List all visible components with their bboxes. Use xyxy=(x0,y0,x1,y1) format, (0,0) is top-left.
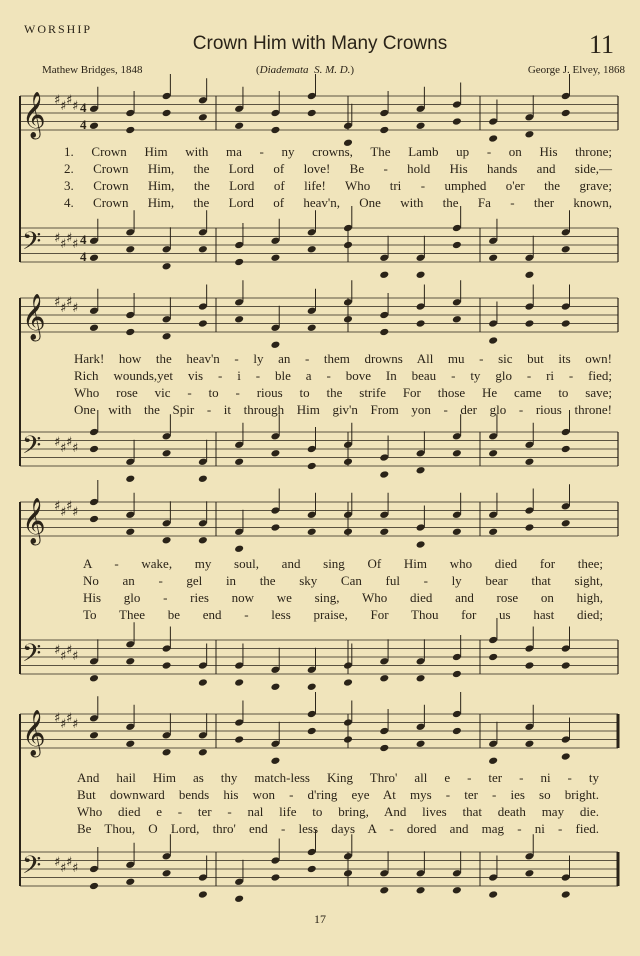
time-signature: 4 xyxy=(80,100,87,115)
note-head xyxy=(524,457,534,466)
note-head xyxy=(379,886,389,895)
note-head xyxy=(307,527,317,536)
lyric-line: Who died e - ter - nal life to bring, And lives that death may die. xyxy=(77,804,599,819)
lyrics-system-2 xyxy=(74,350,612,418)
note-head xyxy=(234,735,244,744)
note-head xyxy=(198,536,208,545)
sharp-icon: ♯ xyxy=(60,861,67,876)
note-head xyxy=(234,894,244,903)
tune-name: Diademata xyxy=(259,64,309,76)
note-head xyxy=(307,323,317,332)
note-head xyxy=(125,877,135,886)
section-label: WORSHIP xyxy=(24,22,93,36)
note-head xyxy=(416,270,426,279)
note-head xyxy=(561,890,571,899)
page-number: 17 xyxy=(314,912,326,926)
note-head xyxy=(270,873,280,882)
lyric-line: And hail Him as thy match-less King Thro' all e - ter - ni - ty xyxy=(77,770,599,785)
note-head xyxy=(162,748,172,757)
note-head xyxy=(89,882,99,891)
sharp-icon: ♯ xyxy=(72,505,79,520)
note-head xyxy=(561,109,571,118)
sharp-icon: ♯ xyxy=(60,237,67,252)
sharp-icon: ♯ xyxy=(66,295,73,310)
sharp-icon: ♯ xyxy=(72,649,79,664)
author-credit: Mathew Bridges, 1848 xyxy=(42,64,143,76)
note-head xyxy=(561,752,571,761)
note-head xyxy=(89,674,99,683)
lyric-line: Rich wounds,yet vis - i - ble a - bove In beau - ty glo - ri - fied; xyxy=(74,368,612,383)
sharp-icon: ♯ xyxy=(66,499,73,514)
note-head xyxy=(561,519,571,528)
note-head xyxy=(162,262,172,271)
time-signature: 4 xyxy=(80,249,87,264)
lyrics-system-1 xyxy=(64,143,612,211)
sharp-icon: ♯ xyxy=(54,93,61,108)
sharp-icon: ♯ xyxy=(66,855,73,870)
note-head xyxy=(452,727,462,736)
note-head xyxy=(234,544,244,553)
note-head xyxy=(452,241,462,250)
lyric-line: But downward bends his won - d'ring eye At mys - ter - ies so bright. xyxy=(77,787,599,802)
bass-clef-icon: 𝄢 xyxy=(22,227,42,262)
lyric-line: 1. Crown Him with ma - ny crowns, The Lamb up - on His throne; xyxy=(64,144,612,159)
time-signature: 4 xyxy=(80,117,87,132)
note-head xyxy=(343,678,353,687)
note-head xyxy=(488,336,498,345)
note-head xyxy=(89,323,99,332)
note-head xyxy=(379,270,389,279)
note-head xyxy=(452,670,462,679)
note-head xyxy=(125,245,135,254)
sharp-icon: ♯ xyxy=(72,717,79,732)
note-head xyxy=(162,449,172,458)
time-signature: 4 xyxy=(80,232,87,247)
sharp-icon: ♯ xyxy=(66,643,73,658)
meter: S. M. D. xyxy=(314,64,351,76)
note-head xyxy=(416,121,426,130)
lyrics-system-4 xyxy=(77,769,599,837)
note-head xyxy=(488,449,498,458)
note-head xyxy=(416,540,426,549)
note-head xyxy=(488,253,498,262)
bass-clef-icon: 𝄢 xyxy=(22,639,42,674)
hymn-number: 11 xyxy=(588,30,614,59)
note-head xyxy=(89,121,99,130)
note-head xyxy=(416,674,426,683)
note-head xyxy=(452,315,462,324)
lyric-line: 3. Crown Him, the Lord of life! Who tri - umphed o'er the grave; xyxy=(64,178,612,193)
bass-clef-icon: 𝄢 xyxy=(22,851,42,886)
sharp-icon: ♯ xyxy=(60,301,67,316)
note-head xyxy=(524,130,534,139)
note-head xyxy=(561,245,571,254)
note-head xyxy=(452,886,462,895)
note-head xyxy=(198,474,208,483)
hymn-title: Crown Him with Many Crowns xyxy=(192,33,448,54)
note-head xyxy=(488,756,498,765)
lyric-line: One with the Spir - it through Him giv'n From yon - der glo - rious throne! xyxy=(74,402,612,417)
lyric-line: 2. Crown Him, the Lord of love! Be - hold His hands and side,— xyxy=(64,161,612,176)
note-head xyxy=(125,657,135,666)
note-head xyxy=(488,653,498,662)
note-head xyxy=(416,886,426,895)
note-head xyxy=(452,117,462,126)
lyric-line: Be Thou, O Lord, thro' end - less days A - dored and mag - ni - fied. xyxy=(77,821,599,836)
note-head xyxy=(416,466,426,475)
sharp-icon: ♯ xyxy=(54,295,61,310)
sharp-icon: ♯ xyxy=(60,99,67,114)
note-head xyxy=(125,739,135,748)
sharp-icon: ♯ xyxy=(66,435,73,450)
treble-clef-icon: 𝄞 xyxy=(22,92,46,138)
lyrics-system-3 xyxy=(83,555,603,623)
treble-clef-icon: 𝄞 xyxy=(22,498,46,544)
note-head xyxy=(125,474,135,483)
note-head xyxy=(270,682,280,691)
note-head xyxy=(89,445,99,454)
sharp-icon: ♯ xyxy=(54,499,61,514)
sharp-icon: ♯ xyxy=(66,231,73,246)
note-head xyxy=(198,319,208,328)
note-head xyxy=(89,515,99,524)
note-head xyxy=(524,739,534,748)
lyric-line: Hark! how the heav'n - ly an - them drowns All mu - sic but its own! xyxy=(74,351,612,366)
sharp-icon: ♯ xyxy=(66,711,73,726)
lyric-line: Who rose vic - to - rious to the strife For those He came to save; xyxy=(74,385,612,400)
note-head xyxy=(162,536,172,545)
lyric-line: No an - gel in the sky Can ful - ly bear that sight, xyxy=(83,573,603,588)
sharp-icon: ♯ xyxy=(72,441,79,456)
note-head xyxy=(307,462,317,471)
sharp-icon: ♯ xyxy=(72,237,79,252)
sharp-icon: ♯ xyxy=(72,861,79,876)
note-head xyxy=(198,113,208,122)
note-head xyxy=(416,739,426,748)
composer-credit: George J. Elvey, 1868 xyxy=(527,64,625,76)
sharp-icon: ♯ xyxy=(54,231,61,246)
lyric-line: 4. Crown Him, the Lord of heav'n, One with the Fa - ther known, xyxy=(64,195,612,210)
note-head xyxy=(162,869,172,878)
sharp-icon: ♯ xyxy=(60,441,67,456)
note-head xyxy=(270,126,280,135)
note-head xyxy=(379,470,389,479)
note-head xyxy=(162,661,172,670)
note-head xyxy=(89,731,99,740)
note-head xyxy=(416,319,426,328)
note-head xyxy=(307,245,317,254)
note-head xyxy=(270,449,280,458)
note-head xyxy=(234,678,244,687)
note-head xyxy=(379,126,389,135)
note-head xyxy=(452,449,462,458)
bass-clef-icon: 𝄢 xyxy=(22,431,42,466)
note-head xyxy=(488,527,498,536)
note-head xyxy=(198,678,208,687)
note-head xyxy=(307,727,317,736)
note-head xyxy=(524,270,534,279)
sharp-icon: ♯ xyxy=(54,711,61,726)
note-head xyxy=(488,890,498,899)
note-head xyxy=(234,315,244,324)
note-head xyxy=(561,319,571,328)
sharp-icon: ♯ xyxy=(60,717,67,732)
note-head xyxy=(379,674,389,683)
sharp-icon: ♯ xyxy=(54,435,61,450)
note-head xyxy=(524,661,534,670)
note-head xyxy=(198,748,208,757)
note-head xyxy=(198,890,208,899)
note-head xyxy=(270,523,280,532)
note-head xyxy=(89,253,99,262)
treble-clef-icon: 𝄞 xyxy=(22,710,46,756)
sharp-icon: ♯ xyxy=(60,505,67,520)
note-head xyxy=(234,258,244,267)
note-head xyxy=(307,682,317,691)
sharp-icon: ♯ xyxy=(60,649,67,664)
sharp-icon: ♯ xyxy=(66,93,73,108)
note-head xyxy=(125,126,135,135)
note-head xyxy=(125,527,135,536)
note-head xyxy=(379,527,389,536)
note-head xyxy=(524,319,534,328)
note-head xyxy=(234,121,244,130)
note-head xyxy=(198,245,208,254)
sharp-icon: ♯ xyxy=(54,643,61,658)
sharp-icon: ♯ xyxy=(54,855,61,870)
note-head xyxy=(162,332,172,341)
note-head xyxy=(270,756,280,765)
note-head xyxy=(234,457,244,466)
note-head xyxy=(488,134,498,143)
note-head xyxy=(307,865,317,874)
lyric-line: A - wake, my soul, and sing Of Him who died for thee; xyxy=(83,556,603,571)
note-head xyxy=(270,253,280,262)
sharp-icon: ♯ xyxy=(72,99,79,114)
note-head xyxy=(561,445,571,454)
note-head xyxy=(270,340,280,349)
note-head xyxy=(524,869,534,878)
note-head xyxy=(307,109,317,118)
note-head xyxy=(162,109,172,118)
note-head xyxy=(524,523,534,532)
note-head xyxy=(561,661,571,670)
lyric-line: His glo - ries now we sing, Who died and rose on high, xyxy=(83,590,603,605)
sharp-icon: ♯ xyxy=(72,301,79,316)
note-head xyxy=(379,744,389,753)
note-head xyxy=(452,527,462,536)
note-head xyxy=(125,328,135,337)
lyric-line: To Thee be end - less praise, For Thou for us hast died; xyxy=(83,607,603,622)
note-head xyxy=(379,328,389,337)
tune-credit: (Diademata S. M. D.) xyxy=(256,64,355,76)
treble-clef-icon: 𝄞 xyxy=(22,294,46,340)
